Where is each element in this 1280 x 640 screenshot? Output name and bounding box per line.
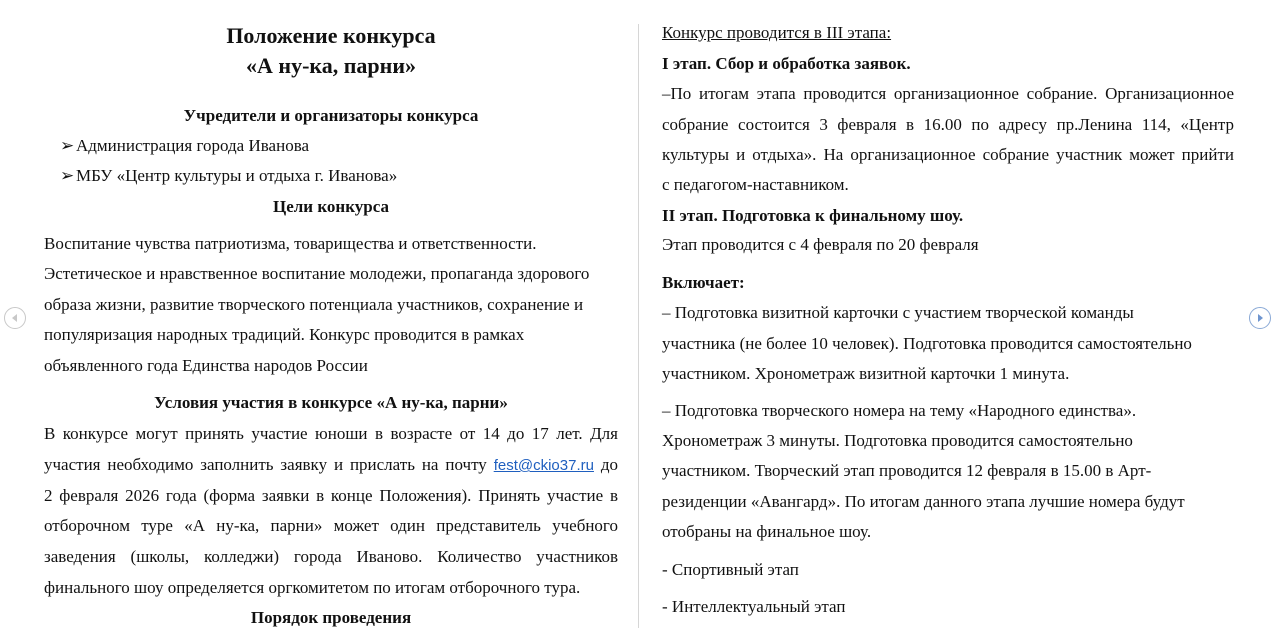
stage2-heading: II этап. Подготовка к финальному шоу.	[662, 206, 964, 225]
conditions-text-line: отборочном туре «А ну-ка, парни» может один представитель учебного	[44, 516, 618, 535]
creative-text-line: отобраны на финальное шоу.	[662, 522, 872, 541]
creative-text-line: участником. Творческий этап проводится 12 февраля в 15.00 в Арт-	[662, 461, 1152, 480]
document-subtitle: «А ну-ка, парни»	[246, 53, 416, 78]
conditions-text-line: В конкурсе могут принять участие юноши в возрасте от 14 до 17 лет. Для	[44, 424, 618, 443]
creative-text-line: – Подготовка творческого номера на тему «Народного единства».	[662, 401, 1137, 420]
stages-intro: Конкурс проводится в III этапа:	[662, 23, 892, 42]
page-divider	[638, 24, 639, 628]
conditions-heading: Условия участия в конкурсе «А ну-ка, парни»	[154, 393, 508, 412]
stage2-dates: Этап проводится с 4 февраля по 20 февраля	[662, 235, 979, 254]
goals-text-line: Воспитание чувства патриотизма, товарищества и ответственности.	[44, 234, 537, 253]
founder-item: ➢ Администрация города Иванова	[60, 136, 310, 155]
goals-heading: Цели конкурса	[273, 197, 389, 216]
stage1-text-line: культуры и отдыха». На организационное собрание участник может прийти	[662, 145, 1234, 164]
card-text-line: участника (не более 10 человек). Подготовка проводится самостоятельно	[662, 334, 1192, 353]
document-title: Положение конкурса	[226, 23, 436, 48]
sport-stage-item: - Спортивный этап	[662, 560, 799, 579]
goals-text-line: образа жизни, развитие творческого потенциала участников, сохранение и	[44, 295, 584, 314]
stage1-heading: I этап. Сбор и обработка заявок.	[662, 54, 911, 73]
stage1-text-line: собрание состоится 3 февраля в 16.00 по адресу пр.Ленина 114, «Центр	[662, 115, 1234, 134]
chevron-right-icon	[1255, 313, 1265, 323]
intellect-stage-item: - Интеллектуальный этап	[662, 597, 846, 616]
conditions-text-line: участия необходимо заполнить заявку и прислать на почту fest@ckio37.ru до	[44, 455, 619, 474]
founders-heading: Учредители и организаторы конкурса	[183, 106, 479, 125]
email-link[interactable]: fest@ckio37.ru	[493, 457, 594, 474]
creative-text-line: Хронометраж 3 минуты. Подготовка проводится самостоятельно	[662, 431, 1133, 450]
left-page	[44, 0, 618, 640]
arrow-bullet-icon: ➢	[60, 136, 75, 155]
stage1-text-line: с педагогом-наставником.	[662, 175, 849, 194]
includes-heading: Включает:	[662, 273, 745, 292]
conditions-text-line: финального шоу определяется оргкомитетом по итогам отборочного тура.	[44, 578, 581, 597]
goals-text-line: Эстетическое и нравственное воспитание молодежи, пропаганда здорового	[44, 264, 590, 283]
goals-text-line: популяризация народных традиций. Конкурс проводится в рамках	[44, 325, 525, 344]
stage1-text-line: –По итогам этапа проводится организационное собрание. Организационное	[662, 84, 1234, 103]
arrow-bullet-icon: ➢	[60, 166, 75, 185]
chevron-left-icon	[10, 313, 20, 323]
next-page-button[interactable]	[1249, 307, 1271, 329]
founder-item: ➢ МБУ «Центр культуры и отдыха г. Иванова»	[60, 166, 398, 185]
order-heading: Порядок проведения	[250, 608, 412, 627]
conditions-text-line: заведения (школы, колледжи) города Иваново. Количество участников	[44, 547, 618, 566]
right-page	[662, 0, 1234, 640]
card-text-line: – Подготовка визитной карточки с участием творческой команды	[662, 303, 1134, 322]
conditions-text-line: 2 февраля 2026 года (форма заявки в конце Положения). Принять участие в	[44, 486, 618, 505]
prev-page-button[interactable]	[4, 307, 26, 329]
creative-text-line: резиденции «Авангард». По итогам данного этапа лучшие номера будут	[662, 492, 1185, 511]
card-text-line: участником. Хронометраж визитной карточки 1 минута.	[662, 364, 1070, 383]
goals-text-line: объявленного года Единства народов России	[44, 356, 368, 375]
